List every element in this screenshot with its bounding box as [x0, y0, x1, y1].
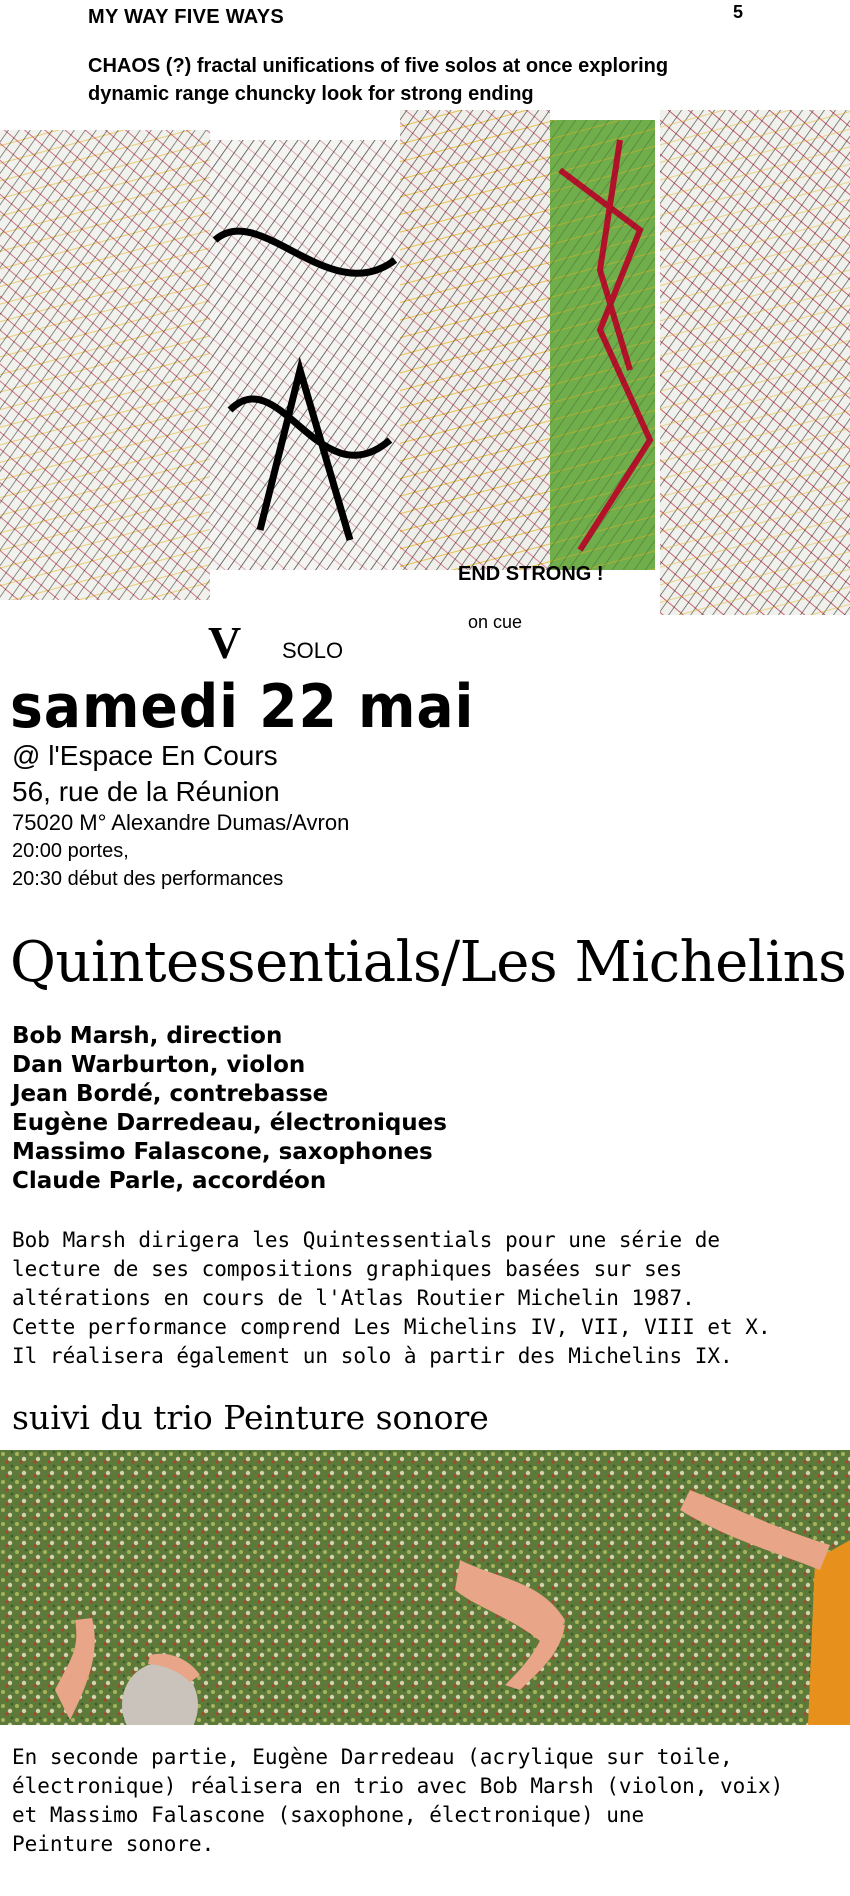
description-line: En seconde partie, Eugène Darredeau (acrylique sur toile,: [12, 1745, 733, 1769]
event-venue: @ l'Espace En Cours: [12, 740, 278, 771]
description-line: Il réalisera également un solo à partir des Michelins IX.: [12, 1344, 733, 1368]
scan-panel-4-map: [550, 120, 655, 570]
event-date: samedi 22 mai: [10, 672, 475, 742]
trio-description: [12, 1743, 783, 1859]
score-note-line: dynamic range chuncky look for strong ending: [88, 83, 534, 105]
scan-panel-1: [0, 130, 210, 600]
lineup-list: [12, 1022, 447, 1196]
description-line: et Massimo Falascone (saxophone, électronique) une: [12, 1803, 645, 1827]
solo-label: SOLO: [282, 638, 344, 663]
description-line: lecture de ses compositions graphiques basées sur ses: [12, 1257, 683, 1281]
lineup-item: Jean Bordé, contrebasse: [12, 1081, 329, 1107]
score-note-line: CHAOS (?) fractal unifications of five solos at once exploring: [88, 55, 669, 77]
scan-panel-5: [660, 110, 850, 615]
description-line: Cette performance comprend Les Michelins IV, VII, VIII et X.: [12, 1315, 771, 1339]
lineup-item: Claude Parle, accordéon: [12, 1168, 327, 1194]
score-section: [0, 0, 850, 665]
end-strong-label: END STRONG !: [458, 563, 604, 585]
program-title: Quintessentials/Les Michelins: [10, 930, 847, 995]
event-start-time: 20:30 début des performances: [12, 868, 284, 890]
scan-panel-3: [400, 110, 550, 570]
score-title: MY WAY FIVE WAYS: [88, 6, 284, 28]
event-doors-time: 20:00 portes,: [12, 840, 129, 862]
description-line: électronique) réalisera en trio avec Bob Marsh (violon, voix): [12, 1774, 784, 1798]
v-mark: V: [208, 617, 242, 665]
on-cue-label: on cue: [468, 612, 523, 632]
score-notes: [88, 52, 788, 108]
event-metro: 75020 M° Alexandre Dumas/Avron: [12, 810, 350, 835]
lineup-item: Massimo Falascone, saxophones: [12, 1139, 433, 1165]
description-line: Peinture sonore.: [12, 1832, 215, 1856]
lineup-item: Dan Warburton, violon: [12, 1052, 306, 1078]
description-line: Bob Marsh dirigera les Quintessentials pour une série de: [12, 1228, 721, 1252]
description-line: altérations en cours de l'Atlas Routier Michelin 1987.: [12, 1286, 695, 1310]
page-number: 5: [733, 2, 744, 22]
trio-title: suivi du trio Peinture sonore: [12, 1398, 489, 1437]
event-street: 56, rue de la Réunion: [12, 776, 280, 807]
graphic-score-scans: [0, 110, 850, 630]
painting-performance-photo: [0, 1450, 850, 1725]
lineup-item: Bob Marsh, direction: [12, 1023, 283, 1049]
program-description: [12, 1226, 771, 1371]
lineup-item: Eugène Darredeau, électroniques: [12, 1110, 447, 1136]
scan-panel-2: [210, 140, 400, 570]
